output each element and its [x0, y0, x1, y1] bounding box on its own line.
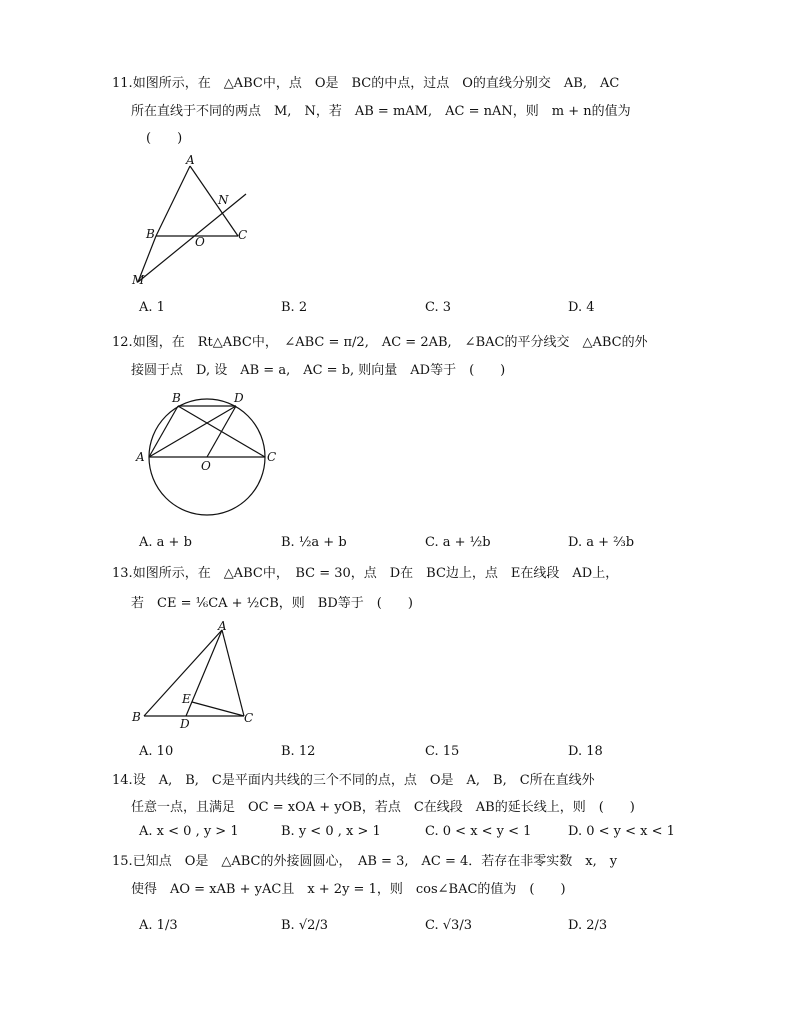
q12-label-D: D [234, 391, 244, 405]
q11-option-a[interactable]: A. 1 [139, 300, 165, 315]
q15-line1: 15.已知点 O是 △ABC的外接圆圆心， AB = 3, AC = 4．若存在非零实数 x, y [112, 854, 618, 869]
q14-option-b[interactable]: B. y < 0 , x > 1 [281, 824, 381, 839]
q13-option-c[interactable]: C. 15 [425, 744, 460, 759]
q15-option-a[interactable]: A. 1/3 [139, 918, 178, 933]
q14-option-c[interactable]: C. 0 < x < y < 1 [425, 824, 532, 839]
q15-option-d[interactable]: D. 2/3 [568, 918, 608, 933]
q13-label-A: A [218, 619, 227, 633]
q11-answer-paren: ( ) [146, 131, 183, 146]
q11-label-A: A [186, 153, 195, 167]
q15-option-b[interactable]: B. √2/3 [281, 918, 329, 933]
q11-option-d[interactable]: D. 4 [568, 300, 595, 315]
q12-line2: 接圆于点 D, 设 AB = a, AC = b, 则向量 AD等于 ( ) [131, 363, 506, 378]
q13-label-B: B [132, 710, 141, 724]
q13-figure [128, 618, 263, 733]
q13-label-D: D [180, 717, 190, 731]
q13-option-a[interactable]: A. 10 [139, 744, 174, 759]
q11-label-C: C [238, 228, 248, 242]
q12-option-d[interactable]: D. a + ⅔b [568, 535, 635, 550]
q12-label-O: O [201, 459, 211, 473]
q12-label-A: A [136, 450, 145, 464]
q12-option-a[interactable]: A. a + b [139, 535, 192, 550]
q12-line1: 12.如图，在 Rt△ABC中， ∠ABC = π/2, AC = 2AB, ∠BAC的平分线交 △ABC的外 [112, 335, 648, 350]
q12-label-B: B [172, 391, 181, 405]
q12-figure [130, 388, 285, 518]
q14-line2: 任意一点，且满足 OC = xOA + yOB，若点 C在线段 AB的延长线上，则 ( ) [131, 800, 635, 815]
q13-option-b[interactable]: B. 12 [281, 744, 316, 759]
q13-label-E: E [182, 692, 191, 706]
q15-option-c[interactable]: C. √3/3 [425, 918, 472, 933]
q14-option-d[interactable]: D. 0 < y < x < 1 [568, 824, 675, 839]
q12-option-b[interactable]: B. ½a + b [281, 535, 347, 550]
q11-option-b[interactable]: B. 2 [281, 300, 308, 315]
q14-option-a[interactable]: A. x < 0 , y > 1 [139, 824, 239, 839]
q11-label-M: M [132, 273, 145, 287]
q12-option-c[interactable]: C. a + ½b [425, 535, 491, 550]
q13-option-d[interactable]: D. 18 [568, 744, 603, 759]
q11-option-c[interactable]: C. 3 [425, 300, 452, 315]
q14-line1: 14.设 A, B, C是平面内共线的三个不同的点，点 O是 A, B, C所在直线外 [112, 773, 595, 788]
q15-line2: 使得 AO = xAB + yAC且 x + 2y = 1，则 cos∠BAC的值为 ( ) [131, 882, 566, 897]
q13-line1: 13.如图所示，在 △ABC中， BC = 30，点 D在 BC边上，点 E在线段 AD上， [112, 566, 619, 581]
q11-line2: 所在直线于不同的两点 M, N，若 AB = mAM, AC = nAN，则 m + n的值为 [131, 104, 631, 119]
q11-label-B: B [146, 227, 155, 241]
q12-label-C: C [267, 450, 277, 464]
q13-label-C: C [244, 711, 254, 725]
q11-label-N: N [218, 193, 229, 207]
q11-figure [128, 152, 258, 292]
q11-line1: 11.如图所示，在 △ABC中，点 O是 BC的中点，过点 O的直线分别交 AB, AC [112, 76, 620, 91]
q13-line2: 若 CE = ⅙CA + ½CB，则 BD等于 ( ) [131, 596, 413, 611]
q11-label-O: O [195, 235, 205, 249]
